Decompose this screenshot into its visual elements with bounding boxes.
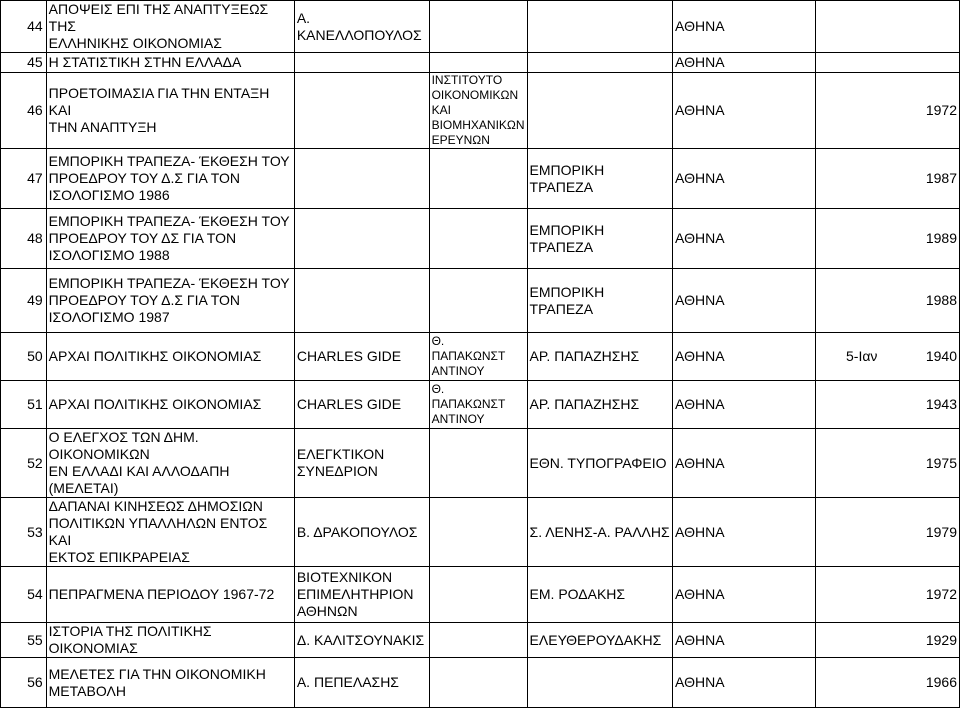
row-number[interactable]: 52 xyxy=(1,429,47,498)
publisher-cell[interactable]: ΕΛΕΥΘΕΡΟΥΔΑΚΗΣ xyxy=(527,623,673,658)
translator-cell[interactable] xyxy=(429,567,527,623)
row-number[interactable]: 54 xyxy=(1,567,47,623)
title-cell[interactable]: ΜΕΛΕΤΕΣ ΓΙΑ ΤΗΝ ΟΙΚΟΝΟΜΙΚΗ ΜΕΤΑΒΟΛΗ xyxy=(46,658,294,708)
row-number[interactable]: 46 xyxy=(1,73,47,149)
year-cell[interactable]: 1989 xyxy=(816,209,960,269)
publisher-cell[interactable]: ΕΜΠΟΡΙΚΗ ΤΡΑΠΕΖΑ xyxy=(527,149,673,209)
row-number[interactable]: 48 xyxy=(1,209,47,269)
city-cell[interactable]: ΑΘΗΝΑ xyxy=(673,53,816,73)
year-cell[interactable]: 1940 xyxy=(816,333,960,381)
title-cell[interactable]: ΠΡΟΕΤΟΙΜΑΣΙΑ ΓΙΑ ΤΗΝ ΕΝΤΑΞΗ ΚΑΙ ΤΗΝ ΑΝΑΠΤΥΞΗ xyxy=(46,73,294,149)
year-cell[interactable]: 1929 xyxy=(816,623,960,658)
city-cell[interactable]: ΑΘΗΝΑ xyxy=(673,498,816,567)
author-cell[interactable] xyxy=(294,209,429,269)
author-cell[interactable] xyxy=(294,149,429,209)
author-cell[interactable]: CHARLES GIDE xyxy=(294,381,429,429)
publisher-cell[interactable]: ΕΜ. ΡΟΔΑΚΗΣ xyxy=(527,567,673,623)
row-number[interactable]: 50 xyxy=(1,333,47,381)
table-row xyxy=(1,53,960,73)
title-cell[interactable]: ΙΣΤΟΡΙΑ ΤΗΣ ΠΟΛΙΤΙΚΗΣ ΟΙΚΟΝΟΜΙΑΣ xyxy=(46,623,294,658)
translator-cell[interactable] xyxy=(429,429,527,498)
city-cell[interactable]: ΑΘΗΝΑ xyxy=(673,381,816,429)
table-row xyxy=(1,209,960,269)
year-cell[interactable] xyxy=(816,53,960,73)
city-cell[interactable]: ΑΘΗΝΑ xyxy=(673,658,816,708)
city-cell[interactable]: ΑΘΗΝΑ xyxy=(673,209,816,269)
row-number[interactable]: 47 xyxy=(1,149,47,209)
year-cell[interactable]: 1987 xyxy=(816,149,960,209)
row-number[interactable]: 53 xyxy=(1,498,47,567)
year-cell[interactable]: 1975 xyxy=(816,429,960,498)
year-cell[interactable]: 1972 xyxy=(816,73,960,149)
translator-cell[interactable] xyxy=(429,149,527,209)
publisher-cell[interactable]: ΕΜΠΟΡΙΚΗ ΤΡΑΠΕΖΑ xyxy=(527,209,673,269)
author-cell[interactable]: Δ. ΚΑΛΙΤΣΟΥΝΑΚΙΣ xyxy=(294,623,429,658)
row-number[interactable]: 49 xyxy=(1,269,47,333)
title-cell[interactable]: ΑΡΧΑΙ ΠΟΛΙΤΙΚΗΣ ΟΙΚΟΝΟΜΙΑΣ xyxy=(46,333,294,381)
year-cell[interactable]: 1966 xyxy=(816,658,960,708)
city-cell[interactable]: ΑΘΗΝΑ xyxy=(673,1,816,53)
table-row xyxy=(1,381,960,429)
city-cell[interactable]: ΑΘΗΝΑ xyxy=(673,333,816,381)
title-cell[interactable]: ΑΠΟΨΕΙΣ ΕΠΙ ΤΗΣ ΑΝΑΠΤΥΞΕΩΣ ΤΗΣ ΕΛΛΗΝΙΚΗΣ ΟΙΚΟΝΟΜΙΑΣ xyxy=(46,1,294,53)
publisher-cell[interactable]: ΕΜΠΟΡΙΚΗ ΤΡΑΠΕΖΑ xyxy=(527,269,673,333)
translator-cell[interactable] xyxy=(429,1,527,53)
publisher-cell[interactable] xyxy=(527,658,673,708)
publisher-cell[interactable]: ΑΡ. ΠΑΠΑΖΗΣΗΣ xyxy=(527,333,673,381)
title-cell[interactable]: ΔΑΠΑΝΑΙ ΚΙΝΗΣΕΩΣ ΔΗΜΟΣΙΩΝ ΠΟΛΙΤΙΚΩΝ ΥΠΑΛΛΗΛΩΝ ΕΝΤΟΣ ΚΑΙ ΕΚΤΟΣ ΕΠΙΚΡΑΡΕΙΑΣ xyxy=(46,498,294,567)
translator-cell[interactable] xyxy=(429,658,527,708)
city-cell[interactable]: ΑΘΗΝΑ xyxy=(673,567,816,623)
year-cell[interactable] xyxy=(816,1,960,53)
publisher-cell[interactable] xyxy=(527,73,673,149)
translator-cell[interactable] xyxy=(429,498,527,567)
year-cell[interactable]: 1943 xyxy=(816,381,960,429)
table-row xyxy=(1,498,960,567)
publisher-cell[interactable] xyxy=(527,53,673,73)
author-cell[interactable]: ΒΙΟΤΕΧΝΙΚΟΝ ΕΠΙΜΕΛΗΤΗΡΙΟΝ ΑΘΗΝΩΝ xyxy=(294,567,429,623)
author-cell[interactable]: Α. ΚΑΝΕΛΛΟΠΟΥΛΟΣ xyxy=(294,1,429,53)
author-cell[interactable] xyxy=(294,73,429,149)
title-cell[interactable]: Ο ΕΛΕΓΧΟΣ ΤΩΝ ΔΗΜ. ΟΙΚΟΝΟΜΙΚΩΝ ΕΝ ΕΛΛΑΔΙ ΚΑΙ ΑΛΛΟΔΑΠΗ (ΜΕΛΕΤΑΙ) xyxy=(46,429,294,498)
row-number[interactable]: 51 xyxy=(1,381,47,429)
author-cell[interactable] xyxy=(294,269,429,333)
table-row xyxy=(1,567,960,623)
note-cell: 5-Ιαν xyxy=(846,347,878,364)
row-number[interactable]: 44 xyxy=(1,1,47,53)
table-row xyxy=(1,149,960,209)
table-row xyxy=(1,1,960,53)
author-cell[interactable]: ΕΛΕΓΚΤΙΚΟΝ ΣΥΝΕΔΡΙΟΝ xyxy=(294,429,429,498)
city-cell[interactable]: ΑΘΗΝΑ xyxy=(673,149,816,209)
publisher-cell[interactable]: ΕΘΝ. ΤΥΠΟΓΡΑΦΕΙΟ xyxy=(527,429,673,498)
author-cell[interactable]: CHARLES GIDE xyxy=(294,333,429,381)
translator-cell[interactable] xyxy=(429,269,527,333)
title-cell[interactable]: Η ΣΤΑΤΙΣΤΙΚΗ ΣΤΗΝ ΕΛΛΑΔΑ xyxy=(46,53,294,73)
translator-cell[interactable]: ΙΝΣΤΙΤΟΥΤΟ ΟΙΚΟΝΟΜΙΚΩΝ ΚΑΙ ΒΙΟΜΗΧΑΝΙΚΩΝ ΕΡΕΥΝΩΝ xyxy=(429,73,527,149)
year-cell[interactable]: 1979 xyxy=(816,498,960,567)
translator-cell[interactable]: Θ. ΠΑΠΑΚΩΝΣΤ ΑΝΤΙΝΟΥ xyxy=(429,333,527,381)
author-cell[interactable] xyxy=(294,53,429,73)
year-cell[interactable]: 1972 xyxy=(816,567,960,623)
author-cell[interactable]: Α. ΠΕΠΕΛΑΣΗΣ xyxy=(294,658,429,708)
translator-cell[interactable] xyxy=(429,209,527,269)
translator-cell[interactable] xyxy=(429,623,527,658)
author-cell[interactable]: Β. ΔΡΑΚΟΠΟΥΛΟΣ xyxy=(294,498,429,567)
publisher-cell[interactable]: ΑΡ. ΠΑΠΑΖΗΣΗΣ xyxy=(527,381,673,429)
table-row xyxy=(1,269,960,333)
table-row xyxy=(1,658,960,708)
title-cell[interactable]: ΕΜΠΟΡΙΚΗ ΤΡΑΠΕΖΑ- ΈΚΘΕΣΗ ΤΟΥ ΠΡΟΕΔΡΟΥ ΤΟΥ ΔΣ ΓΙΑ ΤΟΝ ΙΣΟΛΟΓΙΣΜΟ 1988 xyxy=(46,209,294,269)
table-row xyxy=(1,333,960,381)
table-row xyxy=(1,73,960,149)
title-cell[interactable]: ΕΜΠΟΡΙΚΗ ΤΡΑΠΕΖΑ- ΈΚΘΕΣΗ ΤΟΥ ΠΡΟΕΔΡΟΥ ΤΟΥ Δ.Σ ΓΙΑ ΤΟΝ ΙΣΟΛΟΓΙΣΜΟ 1986 xyxy=(46,149,294,209)
row-number[interactable]: 56 xyxy=(1,658,47,708)
city-cell[interactable]: ΑΘΗΝΑ xyxy=(673,269,816,333)
table-row xyxy=(1,623,960,658)
translator-cell[interactable]: Θ. ΠΑΠΑΚΩΝΣΤ ΑΝΤΙΝΟΥ xyxy=(429,381,527,429)
city-cell[interactable]: ΑΘΗΝΑ xyxy=(673,73,816,149)
city-cell[interactable]: ΑΘΗΝΑ xyxy=(673,429,816,498)
row-number[interactable]: 45 xyxy=(1,53,47,73)
publisher-cell[interactable] xyxy=(527,1,673,53)
city-cell[interactable]: ΑΘΗΝΑ xyxy=(673,623,816,658)
translator-cell[interactable] xyxy=(429,53,527,73)
title-cell[interactable]: ΠΕΠΡΑΓΜΕΝΑ ΠΕΡΙΟΔΟΥ 1967-72 xyxy=(46,567,294,623)
table-row xyxy=(1,429,960,498)
title-cell[interactable]: ΑΡΧΑΙ ΠΟΛΙΤΙΚΗΣ ΟΙΚΟΝΟΜΙΑΣ xyxy=(46,381,294,429)
publisher-cell[interactable]: Σ. ΛΕΝΗΣ-Α. ΡΑΛΛΗΣ xyxy=(527,498,673,567)
title-cell[interactable]: ΕΜΠΟΡΙΚΗ ΤΡΑΠΕΖΑ- ΈΚΘΕΣΗ ΤΟΥ ΠΡΟΕΔΡΟΥ ΤΟΥ Δ.Σ ΓΙΑ ΤΟΝ ΙΣΟΛΟΓΙΣΜΟ 1987 xyxy=(46,269,294,333)
year-cell[interactable]: 1988 xyxy=(816,269,960,333)
row-number[interactable]: 55 xyxy=(1,623,47,658)
